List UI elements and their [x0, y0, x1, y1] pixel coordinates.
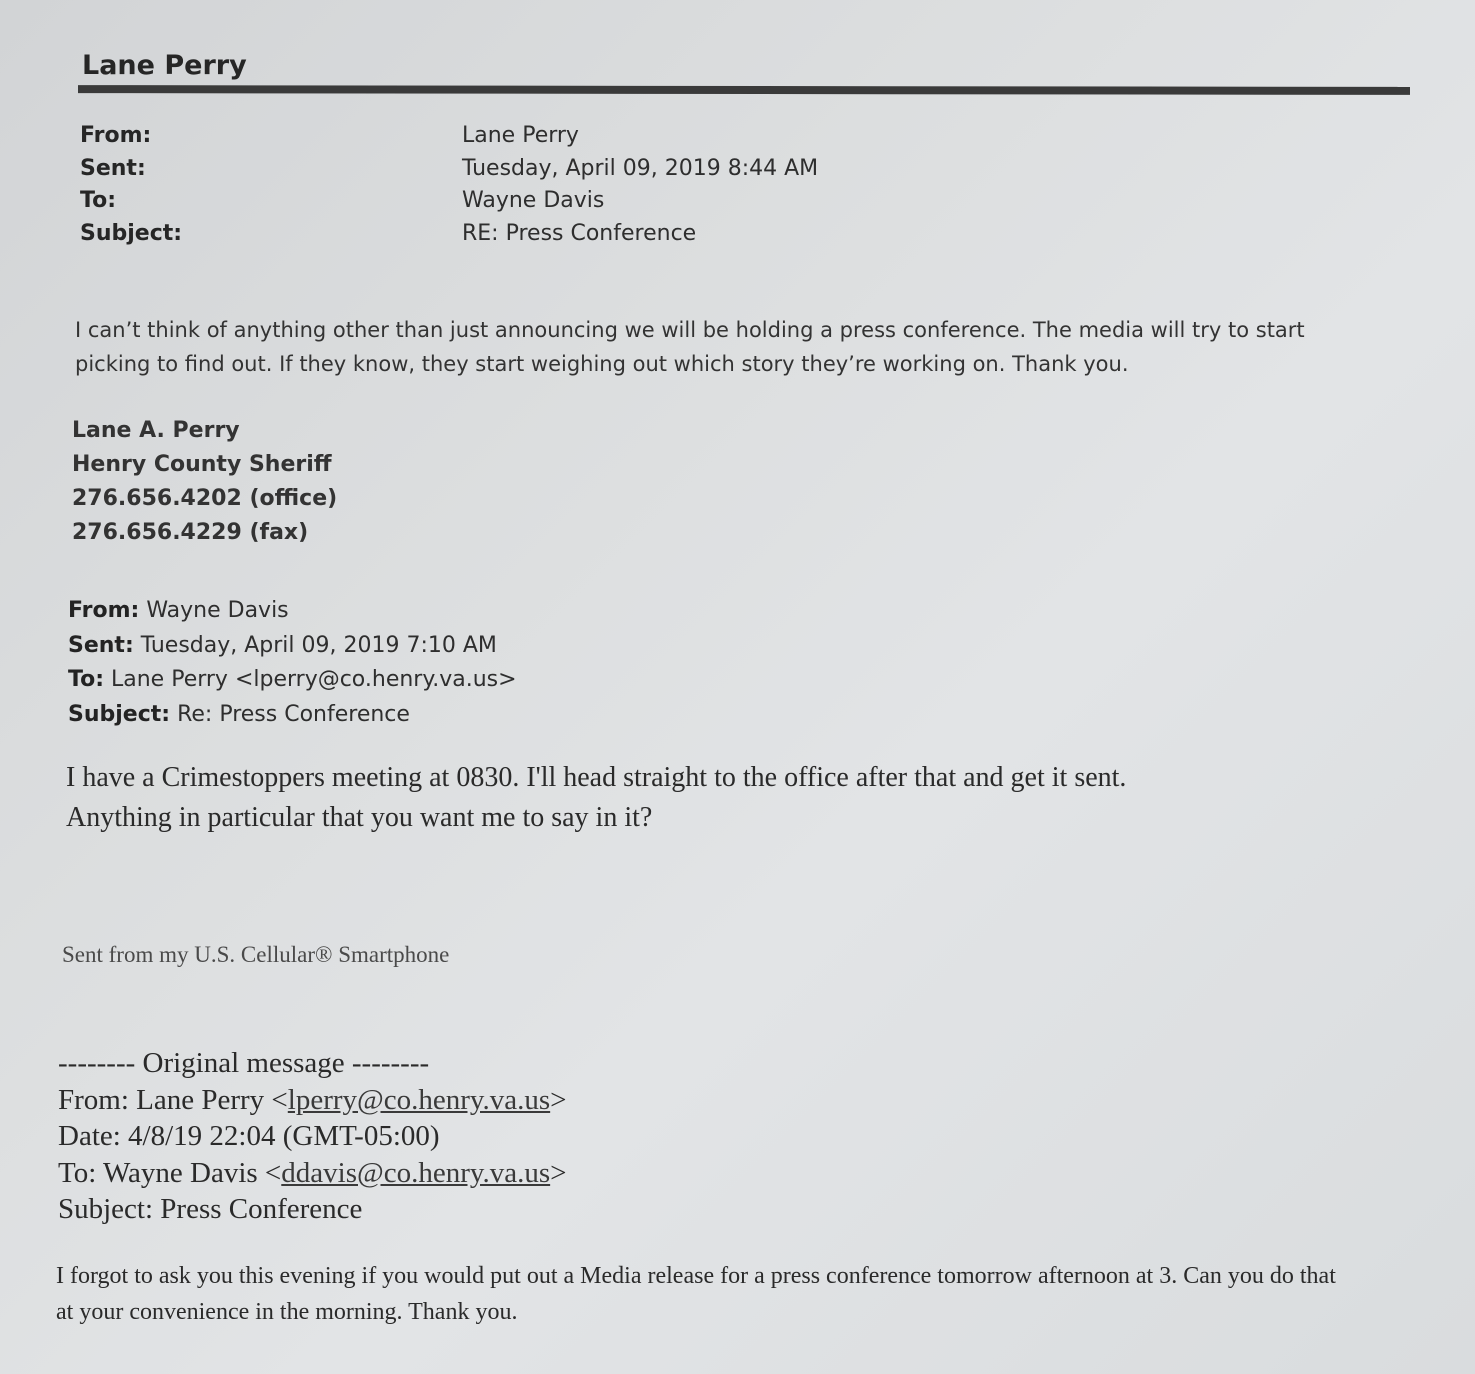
quoted-body-line: I have a Crimestoppers meeting at 0830. I'll head straight to the office after that and get it sent. — [66, 762, 1127, 793]
quoted-to-row — [68, 663, 517, 698]
quoted-from-value: Wayne Davis — [146, 598, 289, 623]
signature-fax: 276.656.4229 (fax) — [72, 520, 309, 545]
subject-value: RE: Press Conference — [462, 220, 697, 246]
signature-block — [72, 414, 337, 550]
original-from-email-link[interactable]: lperry@co.henry.va.us — [287, 1083, 551, 1116]
sent-label: Sent: — [80, 155, 146, 181]
signature-name: Lane A. Perry — [72, 418, 240, 443]
document-title: Lane Perry — [82, 50, 247, 81]
quoted-body — [66, 758, 1126, 838]
original-to — [58, 1155, 567, 1192]
original-body-line: at your convenience in the morning. Thank you. — [56, 1299, 518, 1325]
from-label: From: — [80, 123, 152, 148]
sent-value: Tuesday, April 09, 2019 8:44 AM — [462, 155, 819, 181]
quoted-from-row — [68, 594, 517, 629]
original-divider: -------- Original message -------- — [58, 1047, 430, 1079]
to-label: To: — [80, 188, 116, 213]
original-to-suffix: > — [550, 1156, 567, 1189]
quoted-to-label: To: — [68, 667, 104, 692]
original-body-line: I forgot to ask you this evening if you would put out a Media release for a press conference tomorrow afternoon at 3. Can you do that — [56, 1263, 1336, 1289]
signature-title: Henry County Sheriff — [72, 452, 332, 477]
original-body — [56, 1258, 1446, 1330]
reply-body — [75, 313, 1395, 381]
quoted-body-line: Anything in particular that you want me to say in it? — [66, 802, 653, 833]
subject-label: Subject: — [80, 220, 183, 246]
quoted-sent-label: Sent: — [68, 632, 134, 658]
header-rule — [78, 85, 1410, 95]
reply-body-line: I can’t think of anything other than just announcing we will be holding a press conference. The media will try to start — [75, 318, 1305, 342]
to-value: Wayne Davis — [462, 188, 605, 213]
original-from-suffix: > — [550, 1083, 567, 1116]
header-subject-row — [80, 218, 818, 251]
email-header — [80, 120, 818, 250]
header-sent-row — [80, 153, 818, 186]
from-value: Lane Perry — [462, 123, 579, 148]
quoted-subject-row — [68, 698, 517, 733]
header-to-row — [80, 185, 818, 218]
header-from-row — [80, 120, 818, 153]
original-date: Date: 4/8/19 22:04 (GMT-05:00) — [58, 1120, 440, 1152]
quoted-sent-value: Tuesday, April 09, 2019 7:10 AM — [140, 632, 497, 658]
reply-body-line: picking to find out. If they know, they start weighing out which story they’re working on. Thank you. — [75, 352, 1129, 376]
quoted-sent-row — [68, 629, 517, 664]
original-from — [58, 1082, 567, 1119]
quoted-to-value: Lane Perry <lperry@co.henry.va.us> — [111, 667, 517, 692]
original-from-prefix: From: Lane Perry < — [58, 1083, 288, 1116]
sent-from-signature: Sent from my U.S. Cellular® Smartphone — [62, 942, 450, 967]
original-to-email-link[interactable]: ddavis@co.henry.va.us — [281, 1156, 551, 1189]
quoted-header — [68, 594, 517, 732]
signature-office-phone: 276.656.4202 (office) — [72, 486, 338, 511]
quoted-from-label: From: — [68, 598, 140, 623]
original-subject: Subject: Press Conference — [58, 1193, 363, 1225]
quoted-subject-label: Subject: — [68, 701, 171, 727]
original-message — [58, 1045, 567, 1228]
quoted-subject-value: Re: Press Conference — [177, 701, 410, 727]
original-to-prefix: To: Wayne Davis < — [58, 1156, 282, 1189]
